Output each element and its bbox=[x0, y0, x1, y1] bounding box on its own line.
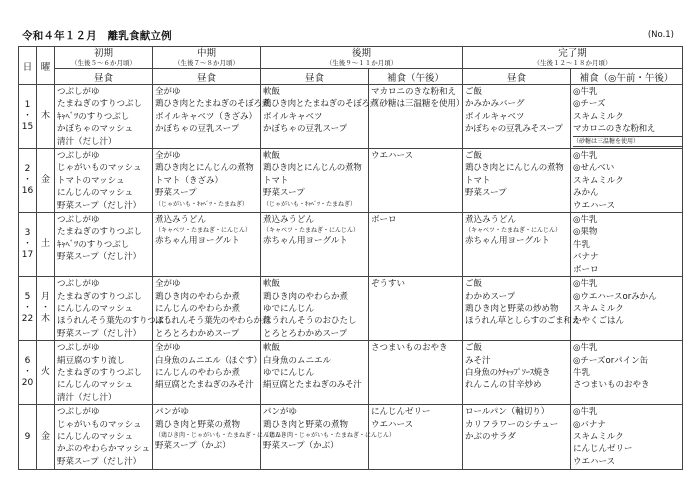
menu-item: ◎チーズorパイン缶 bbox=[573, 355, 649, 366]
menu-item: 白身魚のｹﾁｬｯﾌﾟｿｰｽ焼き bbox=[465, 367, 551, 378]
menu-item: 赤ちゃん用ヨーグルト bbox=[155, 236, 240, 247]
menu-item: じゃがいものマッシュ bbox=[57, 419, 142, 430]
menu-item: ボイルキャベツ bbox=[263, 111, 323, 122]
menu-cell-late-snack bbox=[369, 341, 463, 405]
menu-item: 軟飯 bbox=[263, 343, 281, 354]
date-part: 16 bbox=[21, 186, 34, 197]
menu-item: 鶏ひき肉とにんじんの煮物 bbox=[263, 163, 362, 174]
menu-item: ◎牛乳 bbox=[573, 343, 598, 354]
menu-item: ボイルキャベツ（きざみ） bbox=[155, 111, 258, 122]
page-title: 令和４年１２月 離乳食献立例 bbox=[22, 30, 172, 42]
menu-item: つぶしがゆ bbox=[57, 87, 100, 97]
weekday-header: 曜 bbox=[37, 47, 55, 85]
weekday-cell bbox=[37, 149, 55, 213]
menu-cell-complete bbox=[463, 149, 571, 213]
day-row bbox=[19, 85, 683, 149]
weekday-part: ・ bbox=[40, 303, 50, 314]
menu-item: ボイルキャベツ bbox=[465, 111, 525, 122]
menu-item: 清汁（だし汁） bbox=[57, 392, 117, 403]
menu-item: スキムミルク bbox=[573, 431, 624, 442]
menu-item: かぼちゃのマッシュ bbox=[57, 124, 133, 135]
menu-item: ゆでにんじん bbox=[263, 303, 315, 314]
menu-item: パンがゆ bbox=[155, 407, 190, 418]
menu-item: ウエハース bbox=[371, 419, 414, 430]
menu-item: とろとろわかめスープ bbox=[263, 328, 348, 339]
menu-item: みそ汁 bbox=[465, 355, 491, 366]
menu-item: トマト bbox=[465, 175, 491, 186]
menu-item: ◎せんべい bbox=[573, 163, 615, 174]
menu-cell-late-snack bbox=[369, 213, 463, 277]
menu-item: かぼちゃの豆乳スープ bbox=[155, 124, 240, 135]
snack-header: 補食（◎午前・午後） bbox=[571, 69, 683, 85]
menu-cell-middle bbox=[153, 213, 261, 277]
menu-item: 鶏ひき肉とにんじんの煮物 bbox=[465, 163, 564, 174]
menu-item: 全がゆ bbox=[155, 87, 181, 97]
menu-cell-late-snack bbox=[369, 277, 463, 341]
menu-cell-late-snack bbox=[369, 149, 463, 213]
menu-item: ◎牛乳 bbox=[573, 407, 598, 418]
menu-item: 野菜スープ（だし汁） bbox=[57, 328, 142, 339]
menu-item: ロールパン（軸切り） bbox=[465, 407, 550, 418]
menu-item: 全がゆ bbox=[155, 343, 181, 354]
date-part: 1 bbox=[24, 100, 31, 111]
menu-item: 鶏ひき肉とたまねぎのそぼろ煮 bbox=[263, 99, 378, 110]
menu-item: 鶏ひき肉と野菜の炒め物 bbox=[465, 303, 559, 314]
phase-age: （生後１２～１８か月頃） bbox=[533, 59, 612, 67]
menu-item: 鶏ひき肉のやわらか煮 bbox=[155, 291, 241, 302]
menu-item: ◎バナナ bbox=[573, 419, 606, 430]
menu-cell-complete bbox=[463, 85, 571, 149]
menu-item: たまねぎのすりつぶし bbox=[57, 367, 143, 378]
menu-cell-early bbox=[55, 213, 153, 277]
menu-cell-complete-snack bbox=[571, 405, 683, 470]
menu-item: みかん bbox=[573, 188, 599, 199]
menu-item: 鶏ひき肉と野菜の煮物 bbox=[263, 419, 349, 430]
menu-cell-middle bbox=[153, 405, 288, 470]
menu-item: ほうれんそう葉先のすりつぶし bbox=[57, 316, 172, 327]
menu-item: 牛乳 bbox=[573, 239, 591, 250]
menu-cell-complete bbox=[463, 277, 580, 341]
weekday-part: 火 bbox=[40, 367, 50, 378]
menu-item: （鶏ひき肉・じゃがいも・たまねぎ・にんじん） bbox=[155, 431, 288, 439]
menu-item: かぶのやわらかマッシュ bbox=[57, 444, 150, 455]
date-part: 5 bbox=[24, 292, 31, 303]
weekday-part: 金 bbox=[40, 431, 50, 442]
menu-item: にんじんのマッシュ bbox=[57, 431, 133, 442]
menu-item: 絹豆腐とたまねぎのみそ汁 bbox=[263, 380, 362, 391]
menu-cell-early bbox=[55, 149, 153, 213]
menu-item: にんじんのやわらか煮 bbox=[155, 367, 241, 378]
weekday-cell bbox=[37, 277, 55, 341]
menu-item: ◎果物 bbox=[573, 227, 598, 238]
phase-age: （生後９～１１か月頃） bbox=[325, 59, 398, 67]
weekday-part: 金 bbox=[40, 175, 50, 186]
menu-item: 野菜スープ（かぶ） bbox=[263, 440, 339, 451]
menu-item: ウエハース bbox=[371, 151, 414, 162]
weekday-part: 月 bbox=[40, 292, 50, 303]
page-number: (No.1) bbox=[647, 30, 674, 40]
menu-cell-late bbox=[261, 85, 378, 149]
menu-item: 全がゆ bbox=[155, 151, 181, 162]
menu-item: ｷｬﾍﾞﾂのすりつぶし bbox=[57, 111, 130, 122]
lunch-header: 昼食 bbox=[55, 69, 153, 85]
menu-item: ぞうすい bbox=[371, 279, 406, 290]
menu-cell-middle bbox=[153, 85, 270, 149]
date-part: 6 bbox=[24, 356, 31, 367]
menu-item: ウエハース bbox=[573, 200, 616, 211]
phase-name: 完了期 bbox=[558, 48, 587, 59]
date-part: 22 bbox=[21, 314, 34, 325]
menu-item: ご飯 bbox=[465, 151, 483, 162]
menu-item: スキムミルク bbox=[573, 175, 624, 186]
date-part: ・ bbox=[22, 367, 32, 378]
weekday-cell bbox=[37, 341, 55, 405]
menu-item: 野菜スープ（かぶ） bbox=[155, 440, 231, 451]
day-row bbox=[19, 149, 683, 213]
menu-item: さつまいものおやき bbox=[371, 343, 448, 354]
menu-item: かぼちゃの豆乳みそスープ bbox=[465, 124, 563, 135]
day-row bbox=[19, 341, 683, 405]
lunch-header: 昼食 bbox=[261, 69, 369, 85]
menu-item: （鶏ひき肉・じゃがいも・たまねぎ・にんじん） bbox=[263, 431, 396, 439]
menu-item: ◎牛乳 bbox=[573, 151, 598, 162]
date-cell bbox=[19, 405, 37, 470]
menu-item: たまねぎのすりつぶし bbox=[57, 227, 143, 238]
menu-cell-early bbox=[55, 341, 153, 405]
menu-item: つぶしがゆ bbox=[57, 215, 100, 226]
menu-item: 野菜スープ（だし汁） bbox=[57, 456, 142, 467]
menu-item: ◎牛乳 bbox=[573, 87, 598, 97]
date-part: 15 bbox=[21, 122, 34, 133]
menu-cell-late bbox=[261, 213, 369, 277]
menu-item: たまねぎのすりつぶし bbox=[57, 99, 143, 110]
menu-cell-late bbox=[261, 149, 369, 213]
weekday-part: 木 bbox=[40, 314, 50, 325]
menu-item: トマト bbox=[263, 175, 289, 186]
date-header: 日 bbox=[19, 47, 37, 85]
menu-item: 軟飯 bbox=[263, 87, 281, 97]
snack-header: 補食（午後） bbox=[369, 69, 463, 85]
menu-item: 野菜スープ（だし汁） bbox=[57, 252, 142, 263]
menu-item: にんじんゼリー bbox=[573, 444, 633, 455]
menu-item: バナナ bbox=[573, 252, 599, 263]
menu-cell-late-snack bbox=[369, 85, 463, 149]
menu-item: （砂糖は三温糖を使用） bbox=[573, 136, 683, 147]
date-cell bbox=[19, 277, 37, 341]
menu-item: 絹豆腐とたまねぎのみそ汁 bbox=[155, 380, 254, 391]
weekday-cell bbox=[37, 213, 55, 277]
menu-item: 赤ちゃん用ヨーグルト bbox=[465, 236, 550, 247]
menu-item: ほうれんそうのおひたし bbox=[263, 316, 357, 327]
date-cell bbox=[19, 149, 37, 213]
menu-item: 鶏ひき肉とたまねぎのそぼろ煮 bbox=[155, 99, 270, 110]
weekday-part: 土 bbox=[40, 239, 50, 250]
menu-item: ◎チーズ bbox=[573, 99, 606, 110]
menu-item: ゆでにんじん bbox=[263, 367, 315, 378]
menu-table bbox=[18, 46, 683, 470]
menu-cell-middle bbox=[153, 277, 270, 341]
lunch-header: 昼食 bbox=[463, 69, 571, 85]
date-part: ・ bbox=[22, 111, 32, 122]
menu-item: ほうれんそう葉先のやわらか煮 bbox=[155, 316, 270, 327]
menu-item: （じゃがいも・ｷｬﾍﾞﾂ・たまねぎ） bbox=[263, 200, 357, 208]
menu-item: 野菜スープ（だし汁） bbox=[57, 200, 142, 211]
menu-item: スキムミルク bbox=[573, 111, 624, 122]
menu-cell-early bbox=[55, 85, 153, 149]
menu-cell-complete-snack bbox=[571, 277, 683, 341]
menu-item: 鶏ひき肉とにんじんの煮物 bbox=[155, 163, 254, 174]
menu-item: つぶしがゆ bbox=[57, 343, 100, 354]
menu-item: （じゃがいも・ｷｬﾍﾞﾂ・たまねぎ） bbox=[155, 200, 249, 208]
menu-item: 野菜スープ bbox=[465, 188, 507, 199]
day-row bbox=[19, 405, 683, 470]
date-cell bbox=[19, 213, 37, 277]
menu-item: れんこんの甘辛炒め bbox=[465, 380, 542, 391]
phase-age: （生後５～６か月頃） bbox=[71, 59, 136, 67]
phase-name: 後期 bbox=[351, 48, 371, 59]
menu-item: マカロニのきな粉和え bbox=[573, 124, 656, 135]
menu-item: 全がゆ bbox=[155, 279, 181, 290]
menu-item: （砂糖は三温糖を使用） bbox=[371, 99, 465, 110]
menu-item: かやくごはん bbox=[573, 316, 625, 327]
day-row bbox=[19, 277, 683, 341]
menu-item: さつまいものおやき bbox=[573, 380, 650, 391]
day-row bbox=[19, 213, 683, 277]
lunch-header: 昼食 bbox=[153, 69, 261, 85]
menu-item: つぶしがゆ bbox=[57, 279, 100, 290]
weekday-cell bbox=[37, 405, 55, 470]
phase-name: 初期 bbox=[93, 48, 113, 59]
menu-item: 鶏ひき肉のやわらか煮 bbox=[263, 291, 349, 302]
menu-cell-complete bbox=[463, 213, 571, 277]
menu-item: 牛乳 bbox=[573, 367, 591, 378]
weekday-part: 木 bbox=[40, 111, 50, 122]
menu-cell-complete bbox=[463, 405, 571, 470]
date-cell bbox=[19, 85, 37, 149]
menu-item: つぶしがゆ bbox=[57, 151, 100, 162]
menu-item: つぶしがゆ bbox=[57, 407, 100, 418]
menu-item: パンがゆ bbox=[263, 407, 298, 418]
menu-item: トマト（きざみ） bbox=[155, 175, 224, 186]
menu-item: マカロニのきな粉和え bbox=[371, 87, 457, 97]
menu-cell-late bbox=[261, 341, 369, 405]
menu-cell-complete bbox=[463, 341, 571, 405]
menu-item: にんじんのマッシュ bbox=[57, 188, 133, 199]
menu-item: にんじんのマッシュ bbox=[57, 380, 133, 391]
menu-item: じゃがいものマッシュ bbox=[57, 163, 142, 174]
date-part: 2 bbox=[24, 164, 31, 175]
date-cell bbox=[19, 341, 37, 405]
menu-item: にんじんのマッシュ bbox=[57, 303, 133, 314]
menu-item: ◎牛乳 bbox=[573, 279, 598, 290]
menu-item: わかめスープ bbox=[465, 291, 516, 302]
menu-item: 赤ちゃん用ヨーグルト bbox=[263, 236, 348, 247]
menu-item: スキムミルク bbox=[573, 303, 624, 314]
menu-item: 清汁（だし汁） bbox=[57, 136, 117, 147]
menu-item: ◎牛乳 bbox=[573, 215, 598, 226]
menu-item: ウエハース bbox=[573, 456, 616, 467]
menu-item: ボーロ bbox=[371, 215, 397, 226]
menu-item: 白身魚のムニエル bbox=[263, 355, 332, 366]
menu-item: 野菜スープ bbox=[155, 188, 197, 199]
menu-cell-complete-snack bbox=[571, 213, 683, 277]
menu-item: （キャベツ・たまねぎ・にんじん） bbox=[155, 227, 252, 235]
menu-item: にんじんゼリー bbox=[371, 407, 431, 418]
menu-cell-middle bbox=[153, 341, 261, 405]
menu-cell-late bbox=[261, 277, 369, 341]
date-part: ・ bbox=[22, 239, 32, 250]
menu-item: 鶏ひき肉と野菜の煮物 bbox=[155, 419, 241, 430]
menu-item: ご飯 bbox=[465, 343, 483, 354]
menu-cell-complete-snack bbox=[571, 341, 683, 405]
menu-item: （キャベツ・たまねぎ・にんじん） bbox=[263, 227, 360, 235]
menu-item: とろとろわかめスープ bbox=[155, 328, 240, 339]
menu-item: 野菜スープ bbox=[263, 188, 305, 199]
menu-item: にんじんのやわらか煮 bbox=[155, 303, 241, 314]
phase-early-header bbox=[55, 47, 153, 69]
menu-cell-complete-snack bbox=[571, 149, 683, 213]
date-part: ・ bbox=[22, 303, 32, 314]
menu-item: トマトのマッシュ bbox=[57, 175, 125, 186]
date-part: ・ bbox=[22, 175, 32, 186]
menu-item: カリフラワーのシチュー bbox=[465, 419, 559, 430]
phase-middle-header bbox=[153, 47, 261, 69]
menu-item: かみかみバーグ bbox=[465, 99, 525, 110]
menu-item: たまねぎのすりつぶし bbox=[57, 291, 143, 302]
menu-cell-middle bbox=[153, 149, 261, 213]
menu-cell-early bbox=[55, 405, 153, 470]
menu-item: ご飯 bbox=[465, 87, 483, 97]
menu-item: ほうれん草としらすのごま和え bbox=[465, 316, 580, 327]
menu-item: 煮込みうどん bbox=[155, 215, 207, 226]
menu-item: ｷｬﾍﾞﾂのすりつぶし bbox=[57, 239, 130, 250]
date-part: 17 bbox=[21, 250, 34, 261]
menu-item: ボーロ bbox=[573, 264, 599, 275]
menu-item: ◎ウエハースorみかん bbox=[573, 291, 657, 302]
menu-item: （キャベツ・たまねぎ・にんじん） bbox=[465, 227, 562, 235]
menu-item: 軟飯 bbox=[263, 279, 281, 290]
menu-item: ご飯 bbox=[465, 279, 483, 290]
menu-item: 煮込みうどん bbox=[465, 215, 517, 226]
date-part: 3 bbox=[24, 228, 31, 239]
phase-complete-header bbox=[463, 47, 683, 69]
menu-item: 軟飯 bbox=[263, 151, 281, 162]
menu-item: かぶのサラダ bbox=[465, 431, 516, 442]
phase-late-header bbox=[261, 47, 463, 69]
menu-item: 絹豆腐のすり流し bbox=[57, 355, 126, 366]
menu-item: 煮込みうどん bbox=[263, 215, 315, 226]
phase-name: 中期 bbox=[196, 48, 216, 59]
menu-cell-complete-snack bbox=[571, 85, 683, 149]
menu-item: 白身魚のムニエル（ほぐす） bbox=[155, 355, 262, 366]
weekday-cell bbox=[37, 85, 55, 149]
phase-age: （生後７～８か月頃） bbox=[174, 59, 239, 67]
date-part: 9 bbox=[24, 431, 31, 442]
menu-item: かぼちゃの豆乳スープ bbox=[263, 124, 348, 135]
date-part: 20 bbox=[21, 378, 34, 389]
